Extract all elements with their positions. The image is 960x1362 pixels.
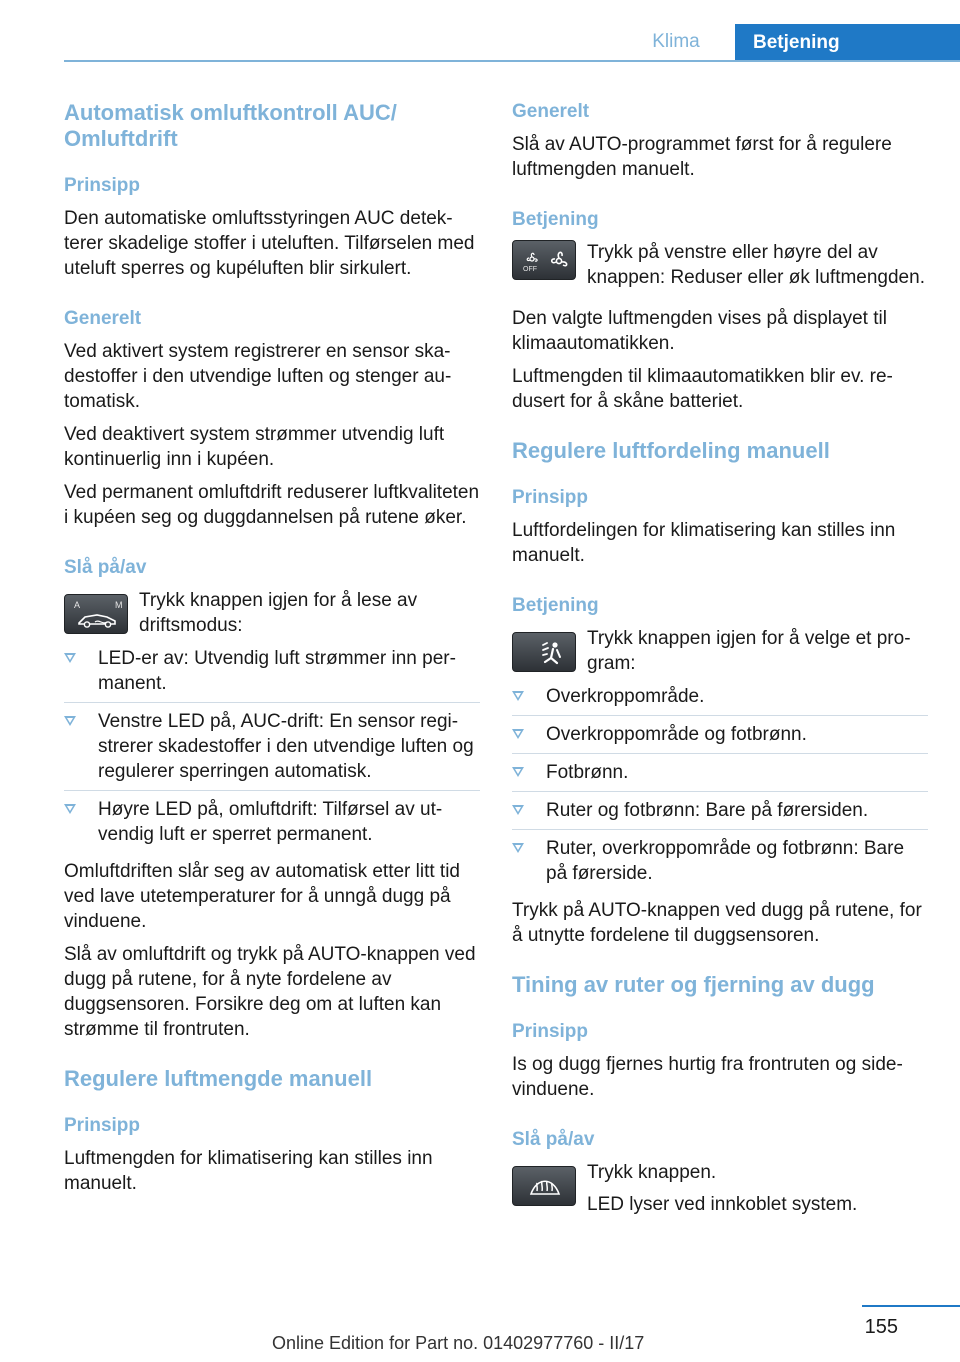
subheading-betjening: Betjening [512,595,599,616]
subheading-slaa-paa-av: Slå på/av [64,557,147,578]
section-title-tining: Tining av ruter og fjerning av dugg [512,972,875,997]
fan-button-icon [512,240,576,280]
right-column [512,100,928,1225]
page-number: 155 [864,1316,898,1338]
subheading-prinsipp: Prinsipp [512,487,589,508]
paragraph: Luftmengden til klimaautomatikken blir ev. redusert for å skåne batteriet. [512,366,893,412]
triangle-bullet-icon [64,653,76,663]
defrost-button-icon [512,1166,576,1206]
paragraph: Is og dugg fjernes hurtig fra frontruten og sidevinduene. [512,1054,903,1100]
footer-rule [862,1305,960,1307]
triangle-bullet-icon [512,767,524,777]
list-item: Høyre LED på, omluftdrift: Tilførsel av utvendig luft er sperret permanent. [64,797,480,853]
list-item: Overkroppområde og fotbrønn. [512,722,928,754]
paragraph: Trykk knappen igjen for å lese av driftsmodus: [139,590,418,636]
subheading-generelt: Generelt [512,101,590,122]
led-mode-list [64,646,480,853]
subheading-slaa-paa-av: Slå på/av [512,1129,595,1150]
paragraph: Trykk på AUTO-knappen ved dugg på rutene, for å utnytte fordelene til duggsensoren. [512,900,922,946]
paragraph: Den valgte luftmengden vises på displayet til klimaautomatikken. [512,308,887,354]
list-item: Venstre LED på, AUC-drift: En sensor registrerer skadestoffer i den utvendige luften og regulerer sperringen automatisk. [64,709,480,791]
left-column [64,100,480,1204]
header-rule [64,60,960,62]
triangle-bullet-icon [64,716,76,726]
air-distribution-button-icon [512,632,576,672]
header-tab-klima[interactable]: Klima [652,31,700,52]
subheading-prinsipp: Prinsipp [512,1021,589,1042]
auc-instruction [64,588,480,638]
paragraph: Slå av AUTO-programmet først for å regulere luftmengden manuelt. [512,134,892,180]
paragraph: Den automatiske omluftsstyringen AUC detekterer skadelige stoffer i uteluften. Tilførselen med uteluft sperres og kupéluften blir sirkulert. [64,208,475,279]
triangle-bullet-icon [64,804,76,814]
triangle-bullet-icon [512,691,524,701]
page-header [0,0,960,64]
subheading-generelt: Generelt [64,308,142,329]
airflow-instruction [512,626,928,676]
paragraph: Trykk på venstre eller høyre del av knappen: Reduser eller øk luftmengden. [587,242,925,288]
subheading-prinsipp: Prinsipp [64,1115,141,1136]
triangle-bullet-icon [512,805,524,815]
defrost-instruction [512,1160,928,1217]
paragraph: Omluftdriften slår seg av automatisk etter litt tid ved lave utetemperaturer for å unngå dugg på vinduene. [64,861,460,932]
subheading-prinsipp: Prinsipp [64,175,141,196]
triangle-bullet-icon [512,843,524,853]
paragraph: Trykk knappen. [587,1162,717,1183]
footer-edition: Online Edition for Part no. 01402977760 - II/17 [272,1333,645,1353]
auc-label-a: A [74,600,81,610]
section-title-auc: Automatisk omluftkontroll AUC/ Omluftdrift [64,100,397,151]
paragraph: Ved deaktivert system strømmer utvendig luft kontinuerlig inn i kupéen. [64,424,445,470]
section-title-luftmengde: Regulere luftmengde manuell [64,1066,373,1091]
list-item: Ruter, overkroppområde og fotbrønn: Bare på førerside. [512,836,928,892]
paragraph: LED lyser ved innkoblet system. [587,1194,858,1215]
list-item: Ruter og fotbrønn: Bare på førersiden. [512,798,928,830]
subheading-betjening: Betjening [512,209,599,230]
header-tab-betjening[interactable]: Betjening [735,24,960,62]
triangle-bullet-icon [512,729,524,739]
paragraph: Ved aktivert system registrerer en sensor skadestoffer i den utvendige luften og stenger automatisk. [64,341,452,412]
auc-label-m: M [115,600,123,610]
list-item: LED-er av: Utvendig luft strømmer inn permanent. [64,646,480,703]
section-title-luftfordeling: Regulere luftfordeling manuell [512,438,830,463]
air-program-list [512,684,928,892]
fan-off-label: OFF [523,266,537,273]
paragraph: Slå av omluftdrift og trykk på AUTO-knappen ved dugg på rutene, for å nyte fordelene av duggsensoren. Forsikre deg om at luften kan strømme til frontruten. [64,944,476,1040]
paragraph: Trykk knappen igjen for å velge et program: [587,628,911,674]
paragraph: Luftmengden for klimatisering kan stilles inn manuelt. [64,1148,433,1194]
list-item: Overkroppområde. [512,684,928,716]
paragraph: Luftfordelingen for klimatisering kan stilles inn manuelt. [512,520,896,566]
fan-instruction [512,240,928,290]
list-item: Fotbrønn. [512,760,928,792]
auc-car-button-icon [64,594,128,634]
paragraph: Ved permanent omluftdrift reduserer luftkvaliteten i kupéen seg og duggdannelsen på rutene øker. [64,482,480,528]
